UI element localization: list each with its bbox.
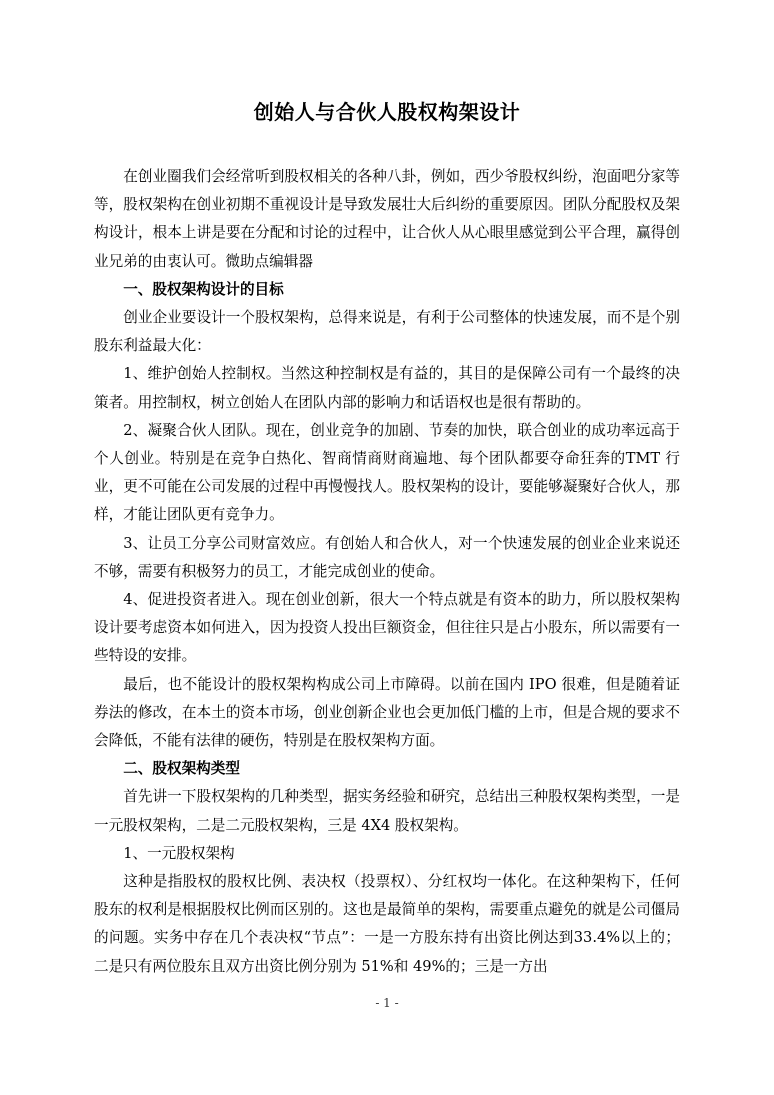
body-paragraph: 首先讲一下股权架构的几种类型，据实务经验和研究，总结出三种股权架构类型，一是一元股权架构，二是二元股权架构，三是 4X4 股权架构。 — [94, 788, 680, 834]
body-paragraph: 1、一元股权架构 — [123, 844, 235, 862]
page-number: - 1 - — [375, 996, 399, 1010]
body-paragraph: 3、让员工分享公司财富效应。有创始人和合伙人，对一个快速发展的创业企业来说还不够，需要有积极努力的员工，才能完成创业的使命。 — [94, 534, 680, 580]
body-paragraph: 创业企业要设计一个股权架构，总得来说是，有利于公司整体的快速发展，而不是个别股东利益最大化： — [94, 309, 680, 355]
body-paragraph: 这种是指股权的股权比例、表决权（投票权）、分红权均一体化。在这种架构下，任何股东的权利是根据股权比例而区别的。这也是最简单的架构，需要重点避免的就是公司僵局的问题。实务中存在几个表决权“节点”：一是一方股东持有出资比例达到33.4%以上的；二是只有两位股东且双方出资比例分别为 51%和 49%的；三是一方出 — [94, 873, 680, 975]
body-paragraph: 2、凝聚合伙人团队。现在，创业竞争的加剧、节奏的加快，联合创业的成功率远高于个人创业。特别是在竞争白热化、智商情商财商遍地、每个团队都要夺命狂奔的TMT 行业，更不可能在公司发展的过程中再慢慢找人。股权架构的设计，要能够凝聚好合伙人，那样，才能让团队更有竞争力。 — [94, 421, 680, 524]
body-paragraph: 最后，也不能设计的股权架构构成公司上市障碍。以前在国内 IPO 很难，但是随着证券法的修改，在本土的资本市场，创业创新企业也会更加低门槛的上市，但是合规的要求不会降低，不能有法律的硬伤，特别是在股权架构方面。 — [94, 675, 680, 750]
document-title: 创始人与合伙人股权构架设计 — [253, 100, 521, 124]
body-paragraph: 1、维护创始人控制权。当然这种控制权是有益的，其目的是保障公司有一个最终的决策者。用控制权，树立创始人在团队内部的影响力和话语权也是很有帮助的。 — [94, 365, 680, 411]
section-heading: 一、股权架构设计的目标 — [123, 280, 284, 298]
section-heading: 二、股权架构类型 — [123, 760, 240, 778]
document-body — [94, 163, 680, 981]
body-paragraph: 在创业圈我们会经常听到股权相关的各种八卦，例如，西少爷股权纠纷，泡面吧分家等等，股权架构在创业初期不重视设计是导致发展壮大后纠纷的重要原因。团队分配股权及架构设计，根本上讲是要在分配和讨论的过程中，让合伙人从心眼里感觉到公平合理，赢得创业兄弟的由衷认可。微助点编辑器 — [94, 168, 680, 270]
body-paragraph: 4、促进投资者进入。现在创业创新，很大一个特点就是有资本的助力，所以股权架构设计要考虑资本如何进入，因为投资人投出巨额资金，但往往只是占小股东，所以需要有一些特设的安排。 — [94, 591, 680, 665]
